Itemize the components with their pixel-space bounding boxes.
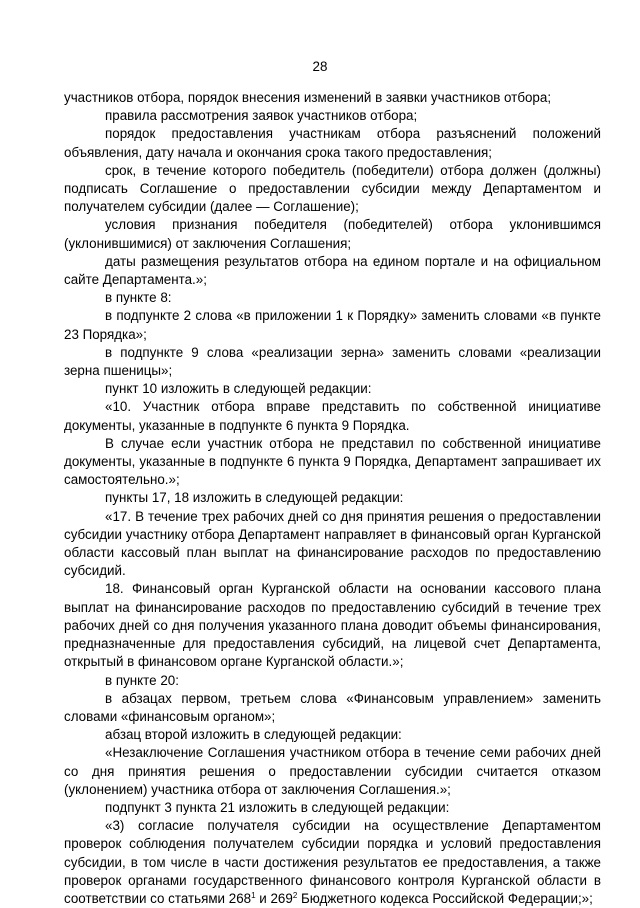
- paragraph-last: [64, 817, 601, 908]
- superscript: 2: [292, 890, 298, 900]
- paragraph: в подпункте 9 слова «реализации зерна» заменить словами «реализации зерна пшеницы»;: [64, 344, 601, 379]
- superscript: 1: [251, 890, 256, 900]
- paragraph: в подпункте 2 слова «в приложении 1 к Порядку» заменить словами «в пункте 23 Порядка»;: [64, 308, 601, 342]
- paragraph: «Незаключение Соглашения участником отбора в течение семи рабочих дней со дня принятия решения о предоставлении субсидии считается отказом (уклонением) участника отбора от заключения Соглашения.»;: [64, 745, 601, 797]
- paragraph: «10. Участник отбора вправе представить по собственной инициативе документы, указанные в подпункте 6 пункта 9 Порядка.: [64, 399, 601, 433]
- page-number: 28: [312, 59, 328, 74]
- paragraph-text: и 269: [255, 890, 293, 906]
- paragraph: участников отбора, порядок внесения изменений в заявки участников отбора;: [64, 90, 552, 105]
- paragraph-text: Бюджетного кодекса Российской Федерации;»;: [297, 890, 593, 906]
- paragraph: порядок предоставления участникам отбора разъяснений положений объявления, дату начала и окончания срока такого предоставления;: [64, 126, 601, 160]
- paragraph: В случае если участник отбора не представил по собственной инициативе документы, указанные в подпункте 6 пункта 9 Порядка, Департамент запрашивает их самостоятельно.»;: [64, 435, 601, 488]
- paragraph: правила рассмотрения заявок участников отбора;: [105, 108, 418, 124]
- paragraph: подпункт 3 пункта 21 изложить в следующей редакции:: [105, 799, 450, 815]
- paragraph: пункт 10 изложить в следующей редакции:: [105, 381, 372, 397]
- paragraph: абзац второй изложить в следующей редакции:: [105, 727, 402, 743]
- paragraph: в абзацах первом, третьем слова «Финансовым управлением» заменить словами «финансовым органом»;: [64, 690, 601, 724]
- paragraph: «17. В течение трех рабочих дней со дня принятия решения о предоставлении субсидии участнику отбора Департамент направляет в финансовый орган Курганской области кассовый план выплат на финансирование расходов по предоставлению субсидий.: [64, 508, 601, 579]
- document-body: [64, 89, 601, 908]
- paragraph: даты размещения результатов отбора на едином портале и на официальном сайте Департамента.»;: [64, 253, 601, 288]
- paragraph: в пункте 20:: [105, 672, 179, 688]
- paragraph: пункты 17, 18 изложить в следующей редакции:: [105, 490, 404, 506]
- paragraph-text: «3) согласие получателя субсидии на осуществление Департаментом проверок соблюдения получателем субсидии порядка и условий предоставления субсидии, в том числе в части достижения результатов ее предоставления, а также проверок органами государственного финансового контроля Курганской области в соответствии со статьями 268: [64, 818, 601, 906]
- paragraph: срок, в течение которого победитель (победители) отбора должен (должны) подписать Соглашение о предоставлении субсидии между Департаментом и получателем субсидии (далее — Соглашение);: [64, 162, 601, 215]
- paragraph: условия признания победителя (победителей) отбора уклонившимся (уклонившимися) от заключения Соглашения;: [64, 217, 601, 251]
- paragraph: в пункте 8:: [105, 290, 172, 306]
- paragraph: 18. Финансовый орган Курганской области на основании кассового плана выплат на финансирование расходов по предоставлению субсидий в течение трех рабочих дней со дня получения указанного плана доводит объемы финансирования, предназначенные для предоставления субсидий, на лицевой счет Департамента, открытый в финансовом органе Курганской области.»;: [64, 581, 601, 670]
